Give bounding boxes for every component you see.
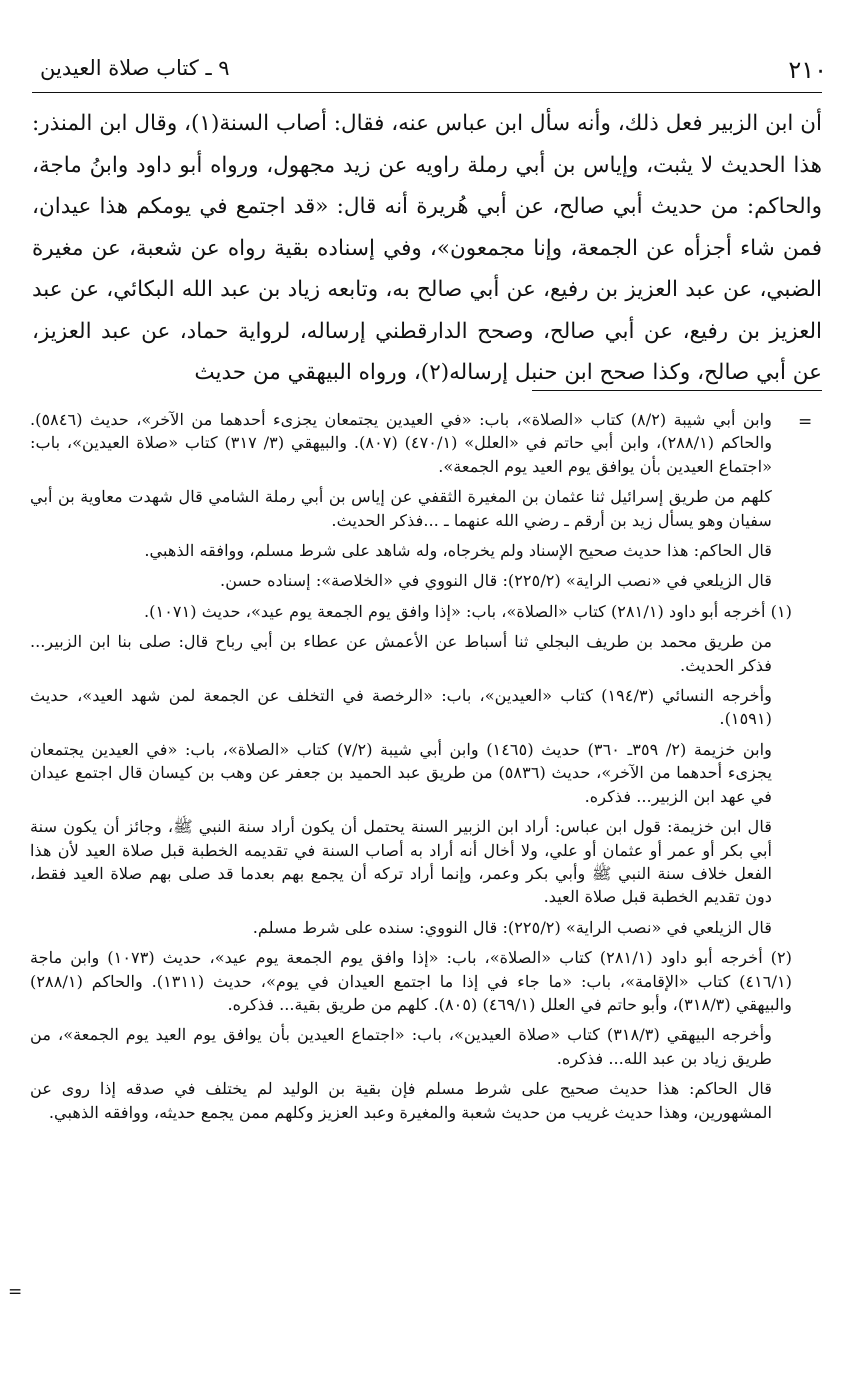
footnote-paragraph: وابن خزيمة (٢/ ٣٥٩ـ ٣٦٠) حديث (١٤٦٥) وابن أبي شيبة (٧/٢) كتاب «الصلاة»، باب: «في العيدين يجتمعان يجزىء أحدهما من الآخر»، حديث (٥٨٣٦) من طريق عبد الحميد بن جعفر عن وهب بن كيسان قال اجتمع عيدان في عهد ابن الزبير... فذكره. [30,739,772,806]
footnote-paragraph: كلهم من طريق إسرائيل ثنا عثمان بن المغيرة الثقفي عن إياس بن أبي رملة الشامي قال شهدت معاوية بن أبي سفيان وهو يسأل زيد بن أرقم ـ رضي الله عنهما ـ ...فذكر الحديث. [30,487,772,530]
footnote-paragraph: وابن أبي شيبة (٨/٢) كتاب «الصلاة»، باب: «في العيدين يجتمعان يجزىء أحدهما من الآخر»، حديث (٥٨٤٦). والحاكم (٢٨٨/١)، وابن أبي حاتم في «العلل» (٤٧٠/١) (٨٠٧). والبيهقي (٣/ ٣١٧) كتاب «صلاة العيدين»، باب: «اجتماع العيدين بأن يوافق يوم العيد يوم الجمعة». [30,410,773,476]
footnote-paragraph: وأخرجه النسائي (١٩٤/٣) كتاب «العيدين»، باب: «الرخصة في التخلف عن الجمعة لمن شهد العيد»، حديث (١٥٩١). [30,686,772,729]
header-rule [32,92,822,93]
footnote-2: (٢) أخرجه أبو داود (٢٨١/١) كتاب «الصلاة»، باب: «إذا وافق يوم الجمعة يوم عيد»، حديث (١٠٧٣) وابن ماجة (٤١٦/١) كتاب «الإقامة»، باب: «ما جاء في إذا ما اجتمع العيدان في يوم»، حديث (١٣١١). والحاكم (٢٨٨/١) والبيهقي (٣١٨/٣)، وأبو حاتم في العلل (٤٦٩/١) (٨٠٥). كلهم من طريق بقية... فذكره. [30,948,792,1014]
main-text [32,103,822,394]
footnote-paragraph: قال ابن خزيمة: قول ابن عباس: أراد ابن الزبير السنة يحتمل أن يكون أراد سنة النبي ﷺ، وجائز أن يكون سنة أبي بكر أو عمر أو عثمان أو علي، ولا أخال أنه أراد به أصاب السنة في تقديمه الخطبة قبل صلاة العيد لأن هذا الفعل خلاف سنة النبي ﷺ وأبي بكر وعمر، وإنما أراد تركه أن يجمع بهم بعدما قد صلى بهم صلاة العيد فقط، دون تقديم الخطبة قبل صلاة العيد. [30,817,772,907]
footnote-paragraph: من طريق محمد بن طريف البجلي ثنا أسباط عن الأعمش عن عطاء بن أبي رباح قال: صلى بنا ابن الزبير... فذكر الحديث. [30,632,772,675]
footnote-paragraph: قال الزيلعي في «نصب الراية» (٢٢٥/٢): قال النووي: سنده على شرط مسلم. [252,917,772,937]
page-number: ٢١٠ [788,56,827,84]
footnote-paragraph: قال الحاكم: هذا حديث صحيح الإسناد ولم يخرجاه، وله شاهد على شرط مسلم، ووافقه الذهبي. [144,541,772,561]
running-title: ٩ ـ كتاب صلاة العيدين [40,56,230,80]
footnote-1: (١) أخرجه أبو داود (٢٨١/١) كتاب «الصلاة»، باب: «إذا وافق يوم الجمعة يوم عيد»، حديث (١٠٧١). [144,601,792,621]
main-paragraph: أن ابن الزبير فعل ذلك، وأنه سأل ابن عباس عنه، فقال: أصاب السنة(١)، وقال ابن المنذر: هذا الحديث لا يثبت، وإياس بن أبي رملة راويه عن زيد مجهول، ورواه أبو داود وابنُ ماجة، والحاكم: من حديث أبي صالح، عن أبي هُريرة أنه قال: «قد اجتمع في يومكم هذا عيدان، فمن شاء أجزأه عن الجمعة، وإنا مجمعون»، وفي إسناده بقية رواه عن شعبة، عن مغيرة الضبي، عن عبد العزيز بن رفيع، عن أبي صالح به، وتابعه زياد بن عبد الله البكائي، عن عبد العزيز بن رفيع، عن أبي صالح، وصحح الدارقطني إرساله، لرواية حماد، عن عبد العزيز، عن أبي صالح، وكذا صحح ابن حنبل إرساله(٢)، ورواه البيهقي من حديث [32,111,823,385]
footnote-paragraph: قال الحاكم: هذا حديث صحيح على شرط مسلم فإن بقية بن الوليد لم يختلف في صدقه إذا روى عن المشهورين، وهذا حديث غريب من حديث شعبة والمغيرة وعبد العزيز وكلهم ممن يجمع حديثه، ووافقه الذهبي. [30,1079,772,1122]
continuation-mark-end: = [8,1282,23,1302]
footnote-separator [532,390,822,391]
footnotes [30,408,792,1131]
footnote-paragraph: قال الزيلعي في «نصب الراية» (٢٢٥/٢): قال النووي في «الخلاصة»: إسناده حسن. [220,571,772,591]
continuation-mark: = [798,412,813,432]
footnote-paragraph: وأخرجه البيهقي (٣١٨/٣) كتاب «صلاة العيدين»، باب: «اجتماع العيدين بأن يوافق يوم العيد يوم الجمعة»، من طريق زياد بن عبد الله... فذكره. [30,1025,772,1068]
